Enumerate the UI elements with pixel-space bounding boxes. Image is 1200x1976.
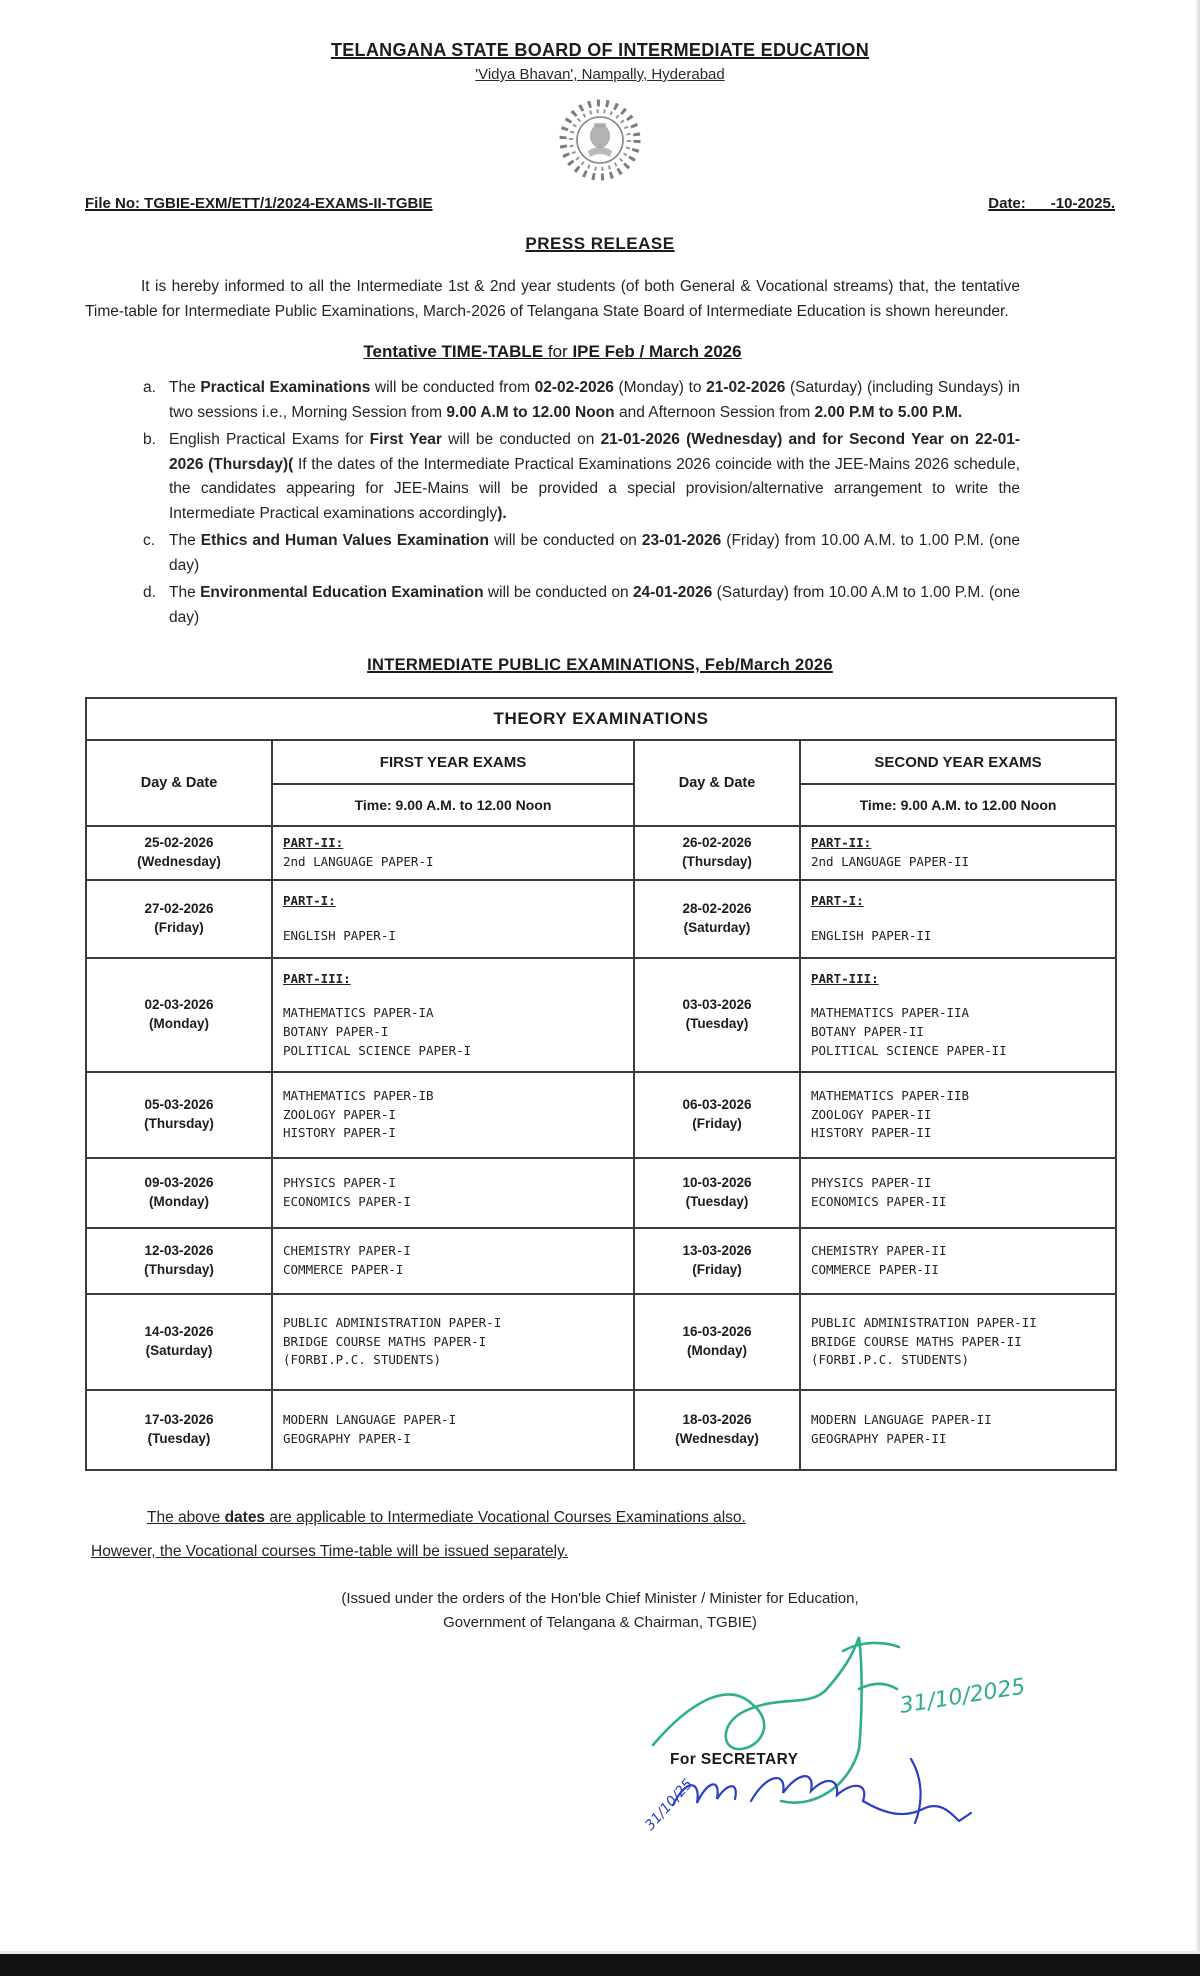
fy-part-label: PART-I: (283, 893, 336, 909)
fy-day: (Monday) (149, 1016, 209, 1032)
fy-date: 05-03-2026 (144, 1097, 214, 1113)
sy-subjects-cell (800, 880, 1116, 958)
fy-part-label: PART-II: (283, 835, 344, 851)
list-item-a (85, 376, 1020, 425)
table-row (86, 958, 1116, 1072)
sy-date-cell (634, 1390, 800, 1470)
table-row (86, 826, 1116, 880)
document-date: Date: -10-2025. (988, 195, 1115, 212)
fy-subjects-cell (272, 1158, 634, 1228)
sy-date: 18-03-2026 (682, 1412, 752, 1428)
list-item-d (85, 581, 1020, 630)
emblem-container (85, 93, 1115, 187)
fy-subjects-cell (272, 826, 634, 880)
fy-date: 25-02-2026 (144, 835, 214, 851)
fy-date-cell (86, 1294, 272, 1390)
list-item-c (85, 529, 1020, 578)
fy-subjects-cell (272, 1228, 634, 1294)
sy-subjects: PHYSICS PAPER-II ECONOMICS PAPER-II (811, 1175, 947, 1210)
intro-paragraph: It is hereby informed to all the Intermediate 1st & 2nd year students (of both General & Vocational streams) that, the tentative Time-table for Intermediate Public Examinations, March-2026 of Telangana State Board of Intermediate Education is shown hereunder. (85, 278, 1020, 321)
theory-exams-table (85, 697, 1117, 1471)
fy-day: (Monday) (149, 1194, 209, 1210)
file-number: File No: TGBIE-EXM/ETT/1/2024-EXAMS-II-TGBIE (85, 195, 433, 212)
fy-day: (Thursday) (144, 1116, 214, 1132)
table-row (86, 1390, 1116, 1470)
sy-date: 13-03-2026 (682, 1243, 752, 1259)
fy-subjects-cell (272, 958, 634, 1072)
exam-section-heading: INTERMEDIATE PUBLIC EXAMINATIONS, Feb/March 2026 (367, 656, 833, 675)
list-item-text: The Environmental Education Examination will be conducted on 24-01-2026 (Saturday) from 10.00 A.M to 1.00 P.M. (one day) (169, 584, 1020, 626)
sy-day: (Saturday) (683, 920, 751, 936)
sy-date-cell (634, 880, 800, 958)
sy-date: 06-03-2026 (682, 1097, 752, 1113)
fy-subjects-cell (272, 880, 634, 958)
table-row (86, 880, 1116, 958)
table-row (86, 1158, 1116, 1228)
table-row (86, 1294, 1116, 1390)
sy-date-cell (634, 958, 800, 1072)
green-signature-date: 31/10/2025 (898, 1674, 1028, 1719)
sy-subjects: MODERN LANGUAGE PAPER-II GEOGRAPHY PAPER-II (811, 1412, 992, 1447)
sy-day: (Tuesday) (685, 1194, 749, 1210)
col-header-day-date-fy: Day & Date (86, 740, 272, 826)
signature-block (85, 1639, 1115, 1849)
fy-subjects: ENGLISH PAPER-I (283, 928, 396, 944)
page-title: TELANGANA STATE BOARD OF INTERMEDIATE EDUCATION (330, 40, 870, 60)
sy-subjects: PUBLIC ADMINISTRATION PAPER-II BRIDGE COURSE MATHS PAPER-II (FORBI.P.C. STUDENTS) (811, 1314, 1037, 1368)
for-secretary-label: For SECRETARY (670, 1751, 799, 1769)
sy-subjects: MATHEMATICS PAPER-IIA BOTANY PAPER-II POLITICAL SCIENCE PAPER-II (811, 1005, 1007, 1058)
blue-signature (555, 1739, 975, 1849)
table-header-row-1 (86, 740, 1116, 784)
issued-line-2: Government of Telangana & Chairman, TGBIE) (443, 1614, 757, 1632)
sy-subjects: CHEMISTRY PAPER-II COMMERCE PAPER-II (811, 1243, 947, 1278)
sy-date-cell (634, 1158, 800, 1228)
fy-subjects: PHYSICS PAPER-I ECONOMICS PAPER-I (283, 1175, 411, 1210)
sy-subjects: MATHEMATICS PAPER-IIB ZOOLOGY PAPER-II HISTORY PAPER-II (811, 1087, 970, 1141)
blue-signature-date: 31/10/25 (642, 1776, 697, 1834)
press-release-heading: PRESS RELEASE (525, 234, 675, 253)
fy-subjects: PUBLIC ADMINISTRATION PAPER-I BRIDGE COURSE MATHS PAPER-I (FORBI.P.C. STUDENTS) (283, 1314, 502, 1368)
fy-date-cell (86, 826, 272, 880)
fy-day: (Tuesday) (147, 1431, 211, 1447)
sy-subjects-cell (800, 1072, 1116, 1158)
list-item-text: The Practical Examinations will be conducted from 02-02-2026 (Monday) to 21-02-2026 (Saturday) (including Sundays) in two sessions i.e., Morning Session from 9.00 A.M to 12.00 Noon and Afternoon Session from 2.00 P.M to 5.00 P.M. (169, 379, 1021, 421)
sy-day: (Friday) (692, 1116, 742, 1132)
vocational-note (85, 1509, 1115, 1561)
fy-date: 17-03-2026 (144, 1412, 214, 1428)
list-item-text: The Ethics and Human Values Examination will be conducted on 23-01-2026 (Friday) from 10.00 A.M. to 1.00 P.M. (one day) (169, 532, 1021, 574)
fy-date-cell (86, 958, 272, 1072)
sy-date-cell (634, 1294, 800, 1390)
fy-subjects-cell (272, 1072, 634, 1158)
table-title: THEORY EXAMINATIONS (86, 698, 1116, 740)
fy-subjects: MATHEMATICS PAPER-IB ZOOLOGY PAPER-I HISTORY PAPER-I (283, 1087, 434, 1141)
fy-date-cell (86, 880, 272, 958)
theory-table-body (86, 826, 1116, 1470)
list-marker: d. (143, 584, 156, 602)
list-marker: c. (143, 532, 156, 550)
fy-time-header: Time: 9.00 A.M. to 12.00 Noon (272, 784, 634, 826)
fy-day: (Wednesday) (137, 854, 221, 870)
sy-date: 26-02-2026 (682, 835, 752, 851)
vocational-note-line-1: The above dates are applicable to Intermediate Vocational Courses Examinations also. (147, 1509, 746, 1527)
vocational-note-line-2: However, the Vocational courses Time-table will be issued separately. (91, 1543, 569, 1561)
fy-subjects: 2nd LANGUAGE PAPER-I (283, 854, 434, 870)
fy-date-cell (86, 1390, 272, 1470)
sy-day: (Monday) (687, 1343, 747, 1359)
fy-subjects: MODERN LANGUAGE PAPER-I GEOGRAPHY PAPER-I (283, 1412, 457, 1447)
fy-subjects-cell (272, 1390, 634, 1470)
sy-subjects-cell (800, 1294, 1116, 1390)
fy-part-label: PART-III: (283, 970, 351, 986)
sy-date: 03-03-2026 (682, 997, 752, 1013)
issued-line-1: (Issued under the orders of the Hon'ble Chief Minister / Minister for Education, (341, 1590, 859, 1608)
sy-day: (Thursday) (682, 854, 752, 870)
fy-subjects-cell (272, 1294, 634, 1390)
fy-date-cell (86, 1228, 272, 1294)
board-seal-icon (558, 93, 642, 187)
list-item-text: English Practical Exams for First Year will be conducted on 21-01-2026 (Wednesday) and for Second Year on 22-01-2026 (Thursday)( If the dates of the Intermediate Practical Examinations 2026 coincide with the JEE-Mains 2026 schedule, the candidates appearing for JEE-Mains will be provided a special provision/alternative arrangement to write the Intermediate Practical examinations accordingly). (169, 431, 1021, 522)
list-marker: a. (143, 379, 156, 397)
sy-date-cell (634, 1228, 800, 1294)
notes-list (85, 376, 1020, 630)
list-item-b (85, 428, 1020, 526)
list-marker: b. (143, 431, 156, 449)
sy-part-label: PART-I: (811, 893, 864, 909)
sy-date-cell (634, 826, 800, 880)
fy-date-cell (86, 1158, 272, 1228)
sy-subjects: 2nd LANGUAGE PAPER-II (811, 854, 970, 870)
fy-date: 12-03-2026 (144, 1243, 214, 1259)
fy-day: (Friday) (154, 920, 204, 936)
timetable-heading: Tentative TIME-TABLE for IPE Feb / March 2026 (363, 342, 742, 362)
sy-subjects-cell (800, 958, 1116, 1072)
sy-part-label: PART-III: (811, 970, 879, 986)
sy-subjects-cell (800, 1158, 1116, 1228)
col-header-first-year: FIRST YEAR EXAMS (272, 740, 634, 784)
fy-date-cell (86, 1072, 272, 1158)
fy-date: 14-03-2026 (144, 1324, 214, 1340)
sy-date: 16-03-2026 (682, 1324, 752, 1340)
table-row (86, 1228, 1116, 1294)
file-reference-row (85, 195, 1115, 212)
fy-day: (Saturday) (145, 1343, 213, 1359)
sy-date: 10-03-2026 (682, 1175, 752, 1191)
fy-day: (Thursday) (144, 1262, 214, 1278)
fy-subjects: MATHEMATICS PAPER-IA BOTANY PAPER-I POLITICAL SCIENCE PAPER-I (283, 1005, 472, 1058)
col-header-second-year: SECOND YEAR EXAMS (800, 740, 1116, 784)
sy-subjects-cell (800, 826, 1116, 880)
sy-day: (Friday) (692, 1262, 742, 1278)
sy-day: (Tuesday) (685, 1016, 749, 1032)
sy-part-label: PART-II: (811, 835, 872, 851)
sy-subjects: ENGLISH PAPER-II (811, 928, 932, 944)
fy-subjects: CHEMISTRY PAPER-I COMMERCE PAPER-I (283, 1243, 411, 1278)
table-title-row (86, 698, 1116, 740)
page-subtitle: 'Vidya Bhavan', Nampally, Hyderabad (475, 66, 725, 83)
sy-date: 28-02-2026 (682, 901, 752, 917)
scan-bottom-bar (0, 1954, 1200, 1976)
fy-date: 02-03-2026 (144, 997, 214, 1013)
sy-subjects-cell (800, 1228, 1116, 1294)
sy-day: (Wednesday) (675, 1431, 759, 1447)
table-row (86, 1072, 1116, 1158)
sy-time-header: Time: 9.00 A.M. to 12.00 Noon (800, 784, 1116, 826)
sy-subjects-cell (800, 1390, 1116, 1470)
fy-date: 27-02-2026 (144, 901, 214, 917)
scan-edge-shadow (1195, 0, 1200, 1976)
fy-date: 09-03-2026 (144, 1175, 214, 1191)
sy-date-cell (634, 1072, 800, 1158)
col-header-day-date-sy: Day & Date (634, 740, 800, 826)
